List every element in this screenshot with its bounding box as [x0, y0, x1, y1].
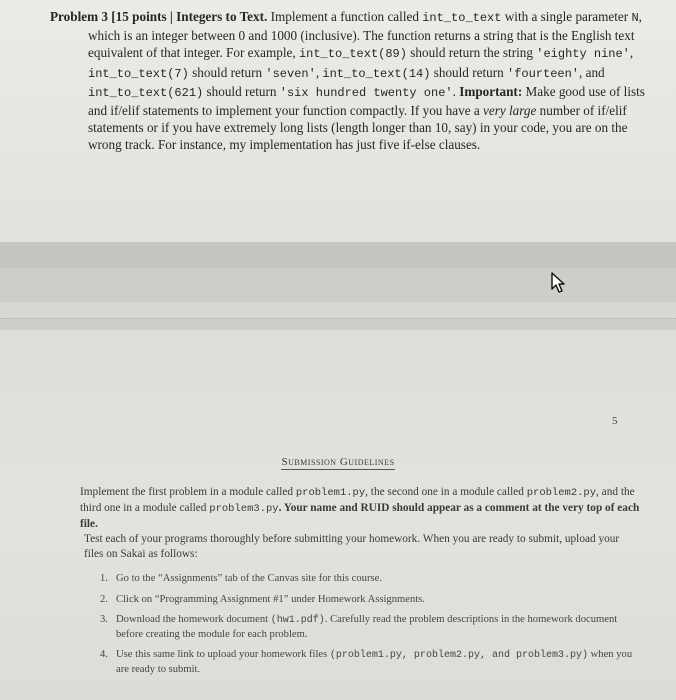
- problem-3-text: Problem 3 [15 points | Integers to Text. Implement a function called int_to_text with a single parameter N, which is an integer between 0 and 1000 (inclusive). The function returns a string that is the English text equivalent of that integer. For example, int_to_text(89) should return the string 'eighty nine', int_to_text(7) should return 'seven', int_to_text(14) should return 'fourteen', and int_to_text(621) should return 'six hundred twenty one'. Important: Make good use of lists and if/elif statements to implement your function compactly. If you have a very large number of if/elif statements or if you have extremely long lists (length longer than 10, say) in your code, you are on the wrong track. For instance, my implementation has just five if-else clauses.: [50, 9, 645, 153]
- submission-guidelines-heading: Submission Guidelines: [281, 456, 395, 468]
- gap-divider: [0, 318, 676, 319]
- function-name: int_to_text: [422, 11, 502, 25]
- step-item: 2. Click on “Programming Assignment #1” under Homework Assignments.: [100, 593, 425, 605]
- param-name: N: [631, 11, 639, 25]
- page-gap: [0, 242, 676, 330]
- page-number: 5: [612, 415, 618, 427]
- important-label: Important:: [459, 83, 523, 99]
- submission-paragraph-2: Test each of your programs thoroughly before submitting your homework. When you are ready to submit, upload your files on Sakai as follows:: [84, 533, 620, 560]
- problem-heading: Problem 3 [15 points | Integers to Text.: [50, 9, 268, 24]
- step-item: 4. Use this same link to upload your homework files (problem1.py, problem2.py, and problem3.py) when you are ready to submit.: [100, 649, 633, 675]
- gap-band-bottom: [0, 302, 676, 318]
- file-problem3: problem3.py: [209, 503, 279, 515]
- mouse-pointer-icon: [548, 271, 568, 295]
- gap-band-top: [0, 242, 676, 268]
- page-top: [0, 0, 676, 242]
- step-item: 3. Download the homework document (hw1.pdf). Carefully read the problem descriptions in the homework document before creating the module for each problem.: [100, 614, 618, 640]
- file-problem2: problem2.py: [526, 487, 597, 499]
- file-problem1: problem1.py: [295, 487, 366, 499]
- submission-paragraph-1: Implement the first problem in a module called problem1.py, the second one in a module called problem2.py, and the third one in a module called problem3.py. Your name and RUID should appear as a comment at the very top of each file.: [80, 486, 640, 530]
- submission-steps: [100, 572, 640, 683]
- step-item: 1. Go to the “Assignments” tab of the Canvas site for this course.: [100, 573, 382, 584]
